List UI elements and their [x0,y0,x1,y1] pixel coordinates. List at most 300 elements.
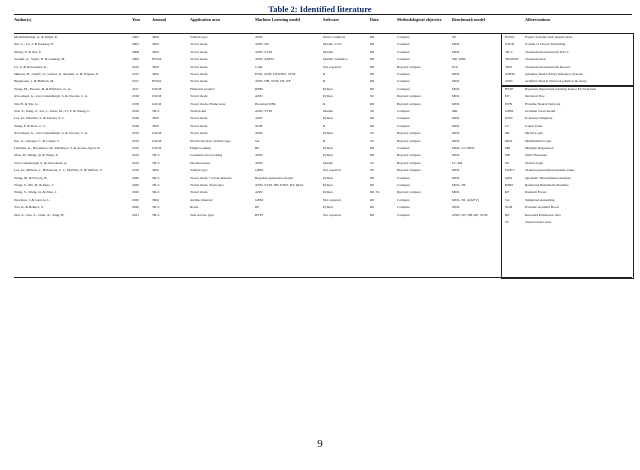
cell-objective: Compare [397,175,410,180]
cell-application-area: Travel mode [190,94,208,99]
cell-author: Pso, A., Arteaga, C. & Cohen, C. [14,138,61,143]
table-row [14,197,632,204]
cell-abbrev-key: TRANSP [505,57,519,62]
cell-data: RP [370,212,375,217]
cell-ml-model: ANN, ANFIS [255,57,275,62]
cell-abbrev-key: NB [505,153,510,158]
cell-author: Omrani, H., Charif, O., Gerber, P., Awasthi, A. & Trigano, P. [14,72,99,76]
cell-author: Wong, M. & Farooq, B. [14,175,48,180]
cell-abbrev-meaning: Gradient boost model [525,109,556,113]
cell-application-area: Airline itinerary [190,197,213,202]
cell-abbrev-meaning: Random Forest [525,190,547,195]
cell-author: Sun, Y., Jiang, Z., Gu, J., Zhou, M., Li, Y. & Zhang, L. [14,109,91,113]
cell-application-area: Travel mode, Home zone [190,101,226,106]
cell-software: R [323,138,326,143]
table-row [14,108,632,115]
cell-ml-model: ENN, ANN, DT,KNN, SVM [255,72,296,76]
cell-journal: TR-C [152,205,160,210]
header-data: Data [370,17,379,22]
cell-abbrev-meaning: Simulated Annealing [525,197,555,202]
cell-benchmark: MNL [452,123,460,128]
cell-software: Python [323,175,333,180]
cell-benchmark: NL [452,35,457,39]
cell-year: 2021 [132,212,139,217]
cell-objective: Beyond compare [397,64,421,69]
table-row [14,189,632,196]
cell-abbrev-meaning: Naive Bayesian [525,153,548,158]
cell-objective: Compare [397,146,410,150]
cell-objective: Compare [397,116,410,121]
cell-year: 2019 [132,146,139,150]
cell-abbrev-key: ANN [505,79,513,84]
table-row [14,64,632,71]
cell-application-area: Decision rules [190,160,211,165]
cell-application-area: Train ticket [190,109,207,113]
cell-year: 2020 [132,197,139,202]
cell-author: Wang, F. & Ross, C. L. [14,123,47,128]
cell-application-area: Travel mode [190,42,208,47]
cell-journal: TR-C [152,109,160,113]
cell-journal: TRR [152,197,159,202]
cell-abbrev-key: SC [505,220,510,224]
cell-data: RP [370,146,375,150]
cell-data: RP [370,175,375,180]
cell-objective: Beyond compare [397,153,421,158]
cell-abbrev-key: KNN [505,116,513,121]
header-software: Software [323,17,339,22]
cell-software: R [323,101,326,106]
cell-year: 2018 [132,109,139,113]
cell-software: Python [323,86,333,91]
cell-software: Python [323,131,333,136]
cell-abbrev-key: ESWA [505,35,515,39]
cell-data: RP [370,35,375,39]
cell-journal: TR-C [152,160,160,165]
cell-journal: TRR [152,123,159,128]
cell-author: Mohammadian, A. & Miller, E. [14,35,58,39]
cell-author: Alwosheel, A., van Cranenburgh, S. & Chorus, C. G. [14,131,89,136]
cell-abbrev-key: QDA [505,175,513,180]
cell-data: RP [370,183,375,187]
cell-abbrev-meaning: Nested Logit [525,160,544,165]
cell-abbrev-key: SA [505,197,510,202]
cell-objective: Beyond compare [397,131,421,136]
cell-objective: Compare [397,197,410,202]
cell-author: Shi, H. & Yin, G. [14,101,39,106]
cell-abbrev-key: ANFIS [505,72,516,76]
cell-objective: Compare [397,123,410,128]
cell-abbrev-meaning: Bayesian Supervised learning Tensor Factorization [525,86,597,91]
cell-benchmark: MNL [452,79,460,84]
cell-software: Python [323,205,333,210]
cell-author: Lee, D., Mulrow, J., Haboucha, C. J., Derrible, S. & Shiftan, Y. [14,168,103,173]
cell-benchmark: MNL [452,131,460,136]
table-row [14,115,632,122]
cell-benchmark: MNL [452,175,460,180]
cell-ml-model: Boosting MNL [255,101,277,106]
cell-year: 2019 [132,138,139,143]
cell-year: 2020 [132,190,139,195]
cell-abbrev-meaning: Extreme Neural Network [525,101,561,106]
cell-author: Van Cranenburgh, S. & Alwosheel, A. [14,160,68,165]
cell-author: Lu, Y. & Kawamura, K. [14,64,48,69]
cell-application-area: Travel mode [190,116,208,121]
cell-data: RP [370,101,375,106]
cell-objective: Beyond compare [397,101,421,106]
cell-benchmark: MNL [452,205,460,210]
cell-data: RP [370,64,375,69]
cell-abbrev-meaning: Latent Class [525,123,543,128]
header-benchmark-model: Benchmark model [452,17,485,22]
cell-year: 2013 [132,72,139,76]
cell-data: RP [370,123,375,128]
cell-benchmark: MNL [452,190,460,195]
cell-objective: Compare [397,79,410,84]
cell-application-area: Vehicle type [190,35,208,39]
cell-abbrev-meaning: Multiple Regression [525,146,554,150]
cell-objective: Compare [397,109,410,113]
cell-journal: TRR [152,49,159,54]
cell-journal: TR-C [152,153,160,158]
table-row [14,175,632,182]
cell-application-area: Route [190,205,199,210]
header-ml-model: Machine Learning model [255,17,301,22]
cell-software: Not reported [323,64,341,69]
cell-abbrev-key: OGEV [505,168,515,173]
cell-year: 2018 [132,94,139,99]
cell-software: Neuro solutions [323,35,346,39]
cell-objective: Beyond compare [397,138,421,143]
cell-abbrev-meaning: Restricted Boltzmann Machine [525,183,569,187]
cell-software: Matlab [323,49,333,54]
cell-year: 2019 [132,153,139,158]
cell-application-area: Travel mode [190,79,208,84]
cell-year: 2017 [132,86,139,91]
table-row [14,160,632,167]
cell-abbrev-meaning: Stated Choice data [525,220,552,224]
cell-abbrev-key: RP [505,212,510,217]
cell-ml-model: RF [255,205,260,210]
cell-author: Xie, C., Lu, J. & Parkany, E. [14,42,55,47]
cell-data: RP [370,57,375,62]
cell-application-area: Travel mode [190,190,208,195]
cell-abbrev-key: GBM [505,109,513,113]
cell-journal: TRR [152,72,159,76]
cell-software: Not reported [323,197,341,202]
header-journal: Journal [152,17,166,22]
cell-abbrev-key: XGB [505,205,513,210]
cell-abbrev-key: JOCM [505,42,515,47]
cell-abbrev-meaning: Revealed Preference data [525,212,561,217]
cell-abbrev-key: NL [505,160,510,165]
header-authors: Author(s) [14,17,32,22]
cell-objective: Compare [397,35,410,39]
cell-abbrev-meaning: Artificial Neural Network (shallow & deep) [525,79,587,84]
table-row [14,152,632,159]
cell-objective: Beyond compare [397,160,421,165]
cell-objective: Compare [397,86,410,91]
cell-journal: TRR [152,35,159,39]
cell-journal: TR-C [152,190,160,195]
cell-software: Python [323,146,333,150]
cell-ml-model: GBM [255,197,263,202]
table-row [14,123,632,130]
cell-data: SC [370,94,375,99]
cell-benchmark: MNL, NL [452,183,467,187]
cell-objective: Compare [397,57,410,62]
cell-journal: JOCM [152,101,162,106]
table-row [14,145,632,152]
table-row [14,167,632,174]
header-application-area: Application area [190,17,220,22]
table-row [14,219,632,226]
cell-ml-model: ANN [255,35,263,39]
cell-data: RP [370,205,375,210]
cell-benchmark: NR, MNL [452,57,467,62]
cell-year: 2019 [132,168,139,173]
table-row [14,86,632,93]
cell-ml-model: XGB [255,123,263,128]
table-row [14,34,632,41]
cell-author: Zhu, Z., Sun, S., Chen, X., Yang, H. [14,212,65,217]
cell-abbrev-meaning: Transportation Research Part C [525,49,569,54]
cell-abbrev-key: RF [505,190,510,195]
cell-journal: JOCM [152,146,162,150]
cell-ml-model: ANN [255,131,263,136]
cell-abbrev-meaning: K-nearest Neighbor [525,116,553,121]
cell-ml-model: GBM [255,168,263,173]
table-row [14,138,632,145]
cell-year: 2009 [132,57,139,62]
cell-ml-model: ANN [255,116,263,121]
cell-ml-model: ANN, SVM [255,109,272,113]
cell-software: Matlab [323,109,333,113]
table-row [14,204,632,211]
cell-author: Zhao, H., Meng, Q. & Wang, Y. [14,153,59,158]
cell-application-area: Travel mode [190,131,208,136]
cell-ml-model: CAR [255,64,263,69]
cell-objective: Beyond compare [397,94,421,99]
table-row [14,212,632,219]
cell-data: RP [370,72,375,76]
cell-application-area: Travel mode + travel distance [190,175,232,180]
cell-abbrev-meaning: Extreme Gradient Boost [525,205,560,210]
cell-journal: JOCM [152,94,162,99]
cell-application-area: Travel mode [190,49,208,54]
cell-benchmark: MNL [452,86,460,91]
cell-abbrev-key: LC [505,123,510,128]
cell-year: 2020 [132,183,139,187]
cell-author: Zhang, Y. & Xie, Y. [14,49,42,54]
cell-year: 2008 [132,49,139,54]
cell-objective: Compare [397,49,410,54]
cell-benchmark: MNL [452,138,460,143]
cell-benchmark: MNL [452,153,460,158]
cell-application-area: Financial product [190,86,215,91]
cell-abbrev-key: TRR [505,64,512,69]
cell-abbrev-key: TR-C [505,49,513,54]
table-row [14,56,632,63]
cell-abbrev-key: MNL [505,138,513,143]
cell-benchmark: MNL [452,94,460,99]
cell-abbrev-meaning: Adaptive Neuro-Fuzzy Inference System [525,72,583,76]
cell-year: 2018 [132,101,139,106]
cell-data: SC [370,131,375,136]
cell-year: 2018 [132,123,139,128]
table-row [14,182,632,189]
cell-ml-model: ANN [255,190,263,195]
cell-author: Wang, S., Mo, B. & Zhao, J. [14,183,54,187]
cell-author: Tortum, A., Yayla, N. & Gokdag, M. [14,57,66,62]
cell-year: 2010 [132,64,139,69]
cell-abbrev-key: RBM [505,183,513,187]
cell-author: Newman, J. & Garrow, L. [14,197,51,202]
table-row [14,78,632,85]
cell-application-area: Travel mode [190,123,208,128]
cell-software: Not reported [323,168,341,173]
cell-abbrev-key: ML [505,131,511,136]
table-row [14,49,632,56]
cell-author: Lheritier, A., Bocamazo, M., Delahaye, T. & Acuna-Agost, R. [14,146,101,150]
cell-journal: ESWA [152,79,162,84]
cell-software: Python [323,183,333,187]
cell-software: Not reported [323,212,341,217]
cell-benchmark: MNL [452,168,460,173]
cell-journal: TRR [152,64,159,69]
cell-application-area: Container slot booking [190,153,223,158]
cell-journal: JOCM [152,131,162,136]
cell-journal: JOCM [152,138,162,143]
cell-ml-model: ANN, NB, SVM, DT, RF [255,79,291,84]
table-row [14,71,632,78]
cell-data: RP [370,42,375,47]
cell-data: RP [370,79,375,84]
cell-software: Python [323,153,333,158]
cell-data: SC [370,138,375,143]
cell-journal: TRR [152,42,159,47]
table-caption: Table 2: Identified literature [268,4,372,14]
cell-objective: Beyond compare [397,190,421,195]
cell-application-area: Travel mode [190,57,208,62]
cell-ml-model: ANN, DT [255,42,269,47]
cell-data: SP [370,109,374,113]
table-bottom-rule [14,277,632,278]
cell-application-area: Travel mode [190,72,208,76]
cell-abbrev-meaning: Quadratic Discriminant Analysis [525,175,571,180]
cell-application-area: Taxi service type [190,212,214,217]
cell-year: 2017 [132,79,139,84]
cell-application-area: Travel mode, Train type [190,183,224,187]
cell-benchmark: MNL, NL (OGEV) [452,197,479,202]
cell-software: R [323,79,326,84]
cell-benchmark: LC-ML [452,160,463,165]
cell-year: 2003 [132,42,139,47]
cell-data: RP [370,153,375,158]
cell-data: RP [370,86,375,91]
cell-objective: Compare [397,183,410,187]
cell-author: Wang, M., Fuertes, B. & Bilcheva, G. A. [14,86,71,91]
cell-abbrev-meaning: Ordered generalized extreme value [525,168,575,173]
cell-objective: Compare [397,42,410,47]
cell-journal: TR-C [152,212,160,217]
cell-year: 2018 [132,116,139,121]
cell-software: Python [323,116,333,121]
cell-year: 2020 [132,175,139,180]
cell-benchmark: MNL [452,42,460,47]
cell-abbrev-meaning: Transportation [525,57,546,62]
cell-data: RP, SC [370,190,380,195]
cell-year: 2002 [132,35,139,39]
cell-application-area: Vehicle type [190,168,208,173]
header-methodological-objective: Methodological objective [397,17,442,22]
cell-data: RP [370,197,375,202]
cell-abbrev-key: BSTF [505,86,514,91]
cell-abbrev-meaning: Multinomial Logit [525,138,551,143]
cell-abbrev-meaning: Expert Systems with Applications [525,35,573,39]
cell-ml-model: ANN [255,153,263,158]
table-row [14,101,632,108]
cell-data: RP [370,116,375,121]
cell-author: Alwosheel, A., van Cranenburgh, S. & Chorus, C. G. [14,94,89,99]
cell-year: 2019 [132,131,139,136]
cell-abbrev-key: MR [505,146,511,150]
table-header [14,18,632,32]
cell-author: Lee, D., Derrible, S. & Pereira, F. C. [14,116,66,121]
cell-benchmark: ANN, DT, NB, RF, SVM [452,212,488,217]
cell-abbrev-key: ENN [505,101,513,106]
cell-author: Wang, S., Wang, Q. & Zhao, J. [14,190,58,195]
cell-data: SP [370,168,374,173]
cell-data: RP [370,49,375,54]
cell-journal: TR-C [152,183,160,187]
cell-year: 2020 [132,205,139,210]
cell-ml-model: RF [255,146,260,150]
cell-ml-model: SA [255,138,260,143]
table-top-rule [14,14,632,15]
cell-software: Python [323,190,333,195]
cell-author: Hagenauer, J. & Helbich, M. [14,79,55,84]
cell-benchmark: MR [452,109,458,113]
cell-abbrev-meaning: Mixed Logit [525,131,543,136]
header-abbreviations: Abbreviations [525,17,551,22]
cell-ml-model: RBM [255,86,263,91]
cell-software: R [323,123,326,128]
cell-software: Python [323,94,333,99]
cell-software: R [323,72,326,76]
cell-benchmark: MNL [452,116,460,121]
cell-ml-model: BSTF [255,212,264,217]
cell-application-area: Travel mode [190,64,208,69]
cell-benchmark: MNL [452,72,460,76]
page-number: 9 [317,438,323,450]
table-row [14,41,632,48]
cell-journal: TRR [152,116,159,121]
cell-abbrev-meaning: Journal of Choice Modelling [525,42,566,47]
cell-benchmark: MNL, LC-MNL [452,146,475,150]
cell-ml-model: Bayesian generative model [255,175,293,180]
cell-objective: Beyond compare [397,168,421,173]
cell-software: Matlab, C5.0 [323,42,342,47]
cell-journal: TR-C [152,175,160,180]
cell-ml-model: ANN [255,160,263,165]
cell-journal: ESWA [152,57,162,62]
cell-objective: Compare [397,212,410,217]
cell-application-area: Flight booking [190,146,211,150]
cell-author: Yao, R. & Bekhor, S. [14,205,44,210]
cell-abbrev-meaning: Decision Tree [525,94,545,99]
cell-software: Matlab [323,160,333,165]
cell-data: SC [370,160,375,165]
